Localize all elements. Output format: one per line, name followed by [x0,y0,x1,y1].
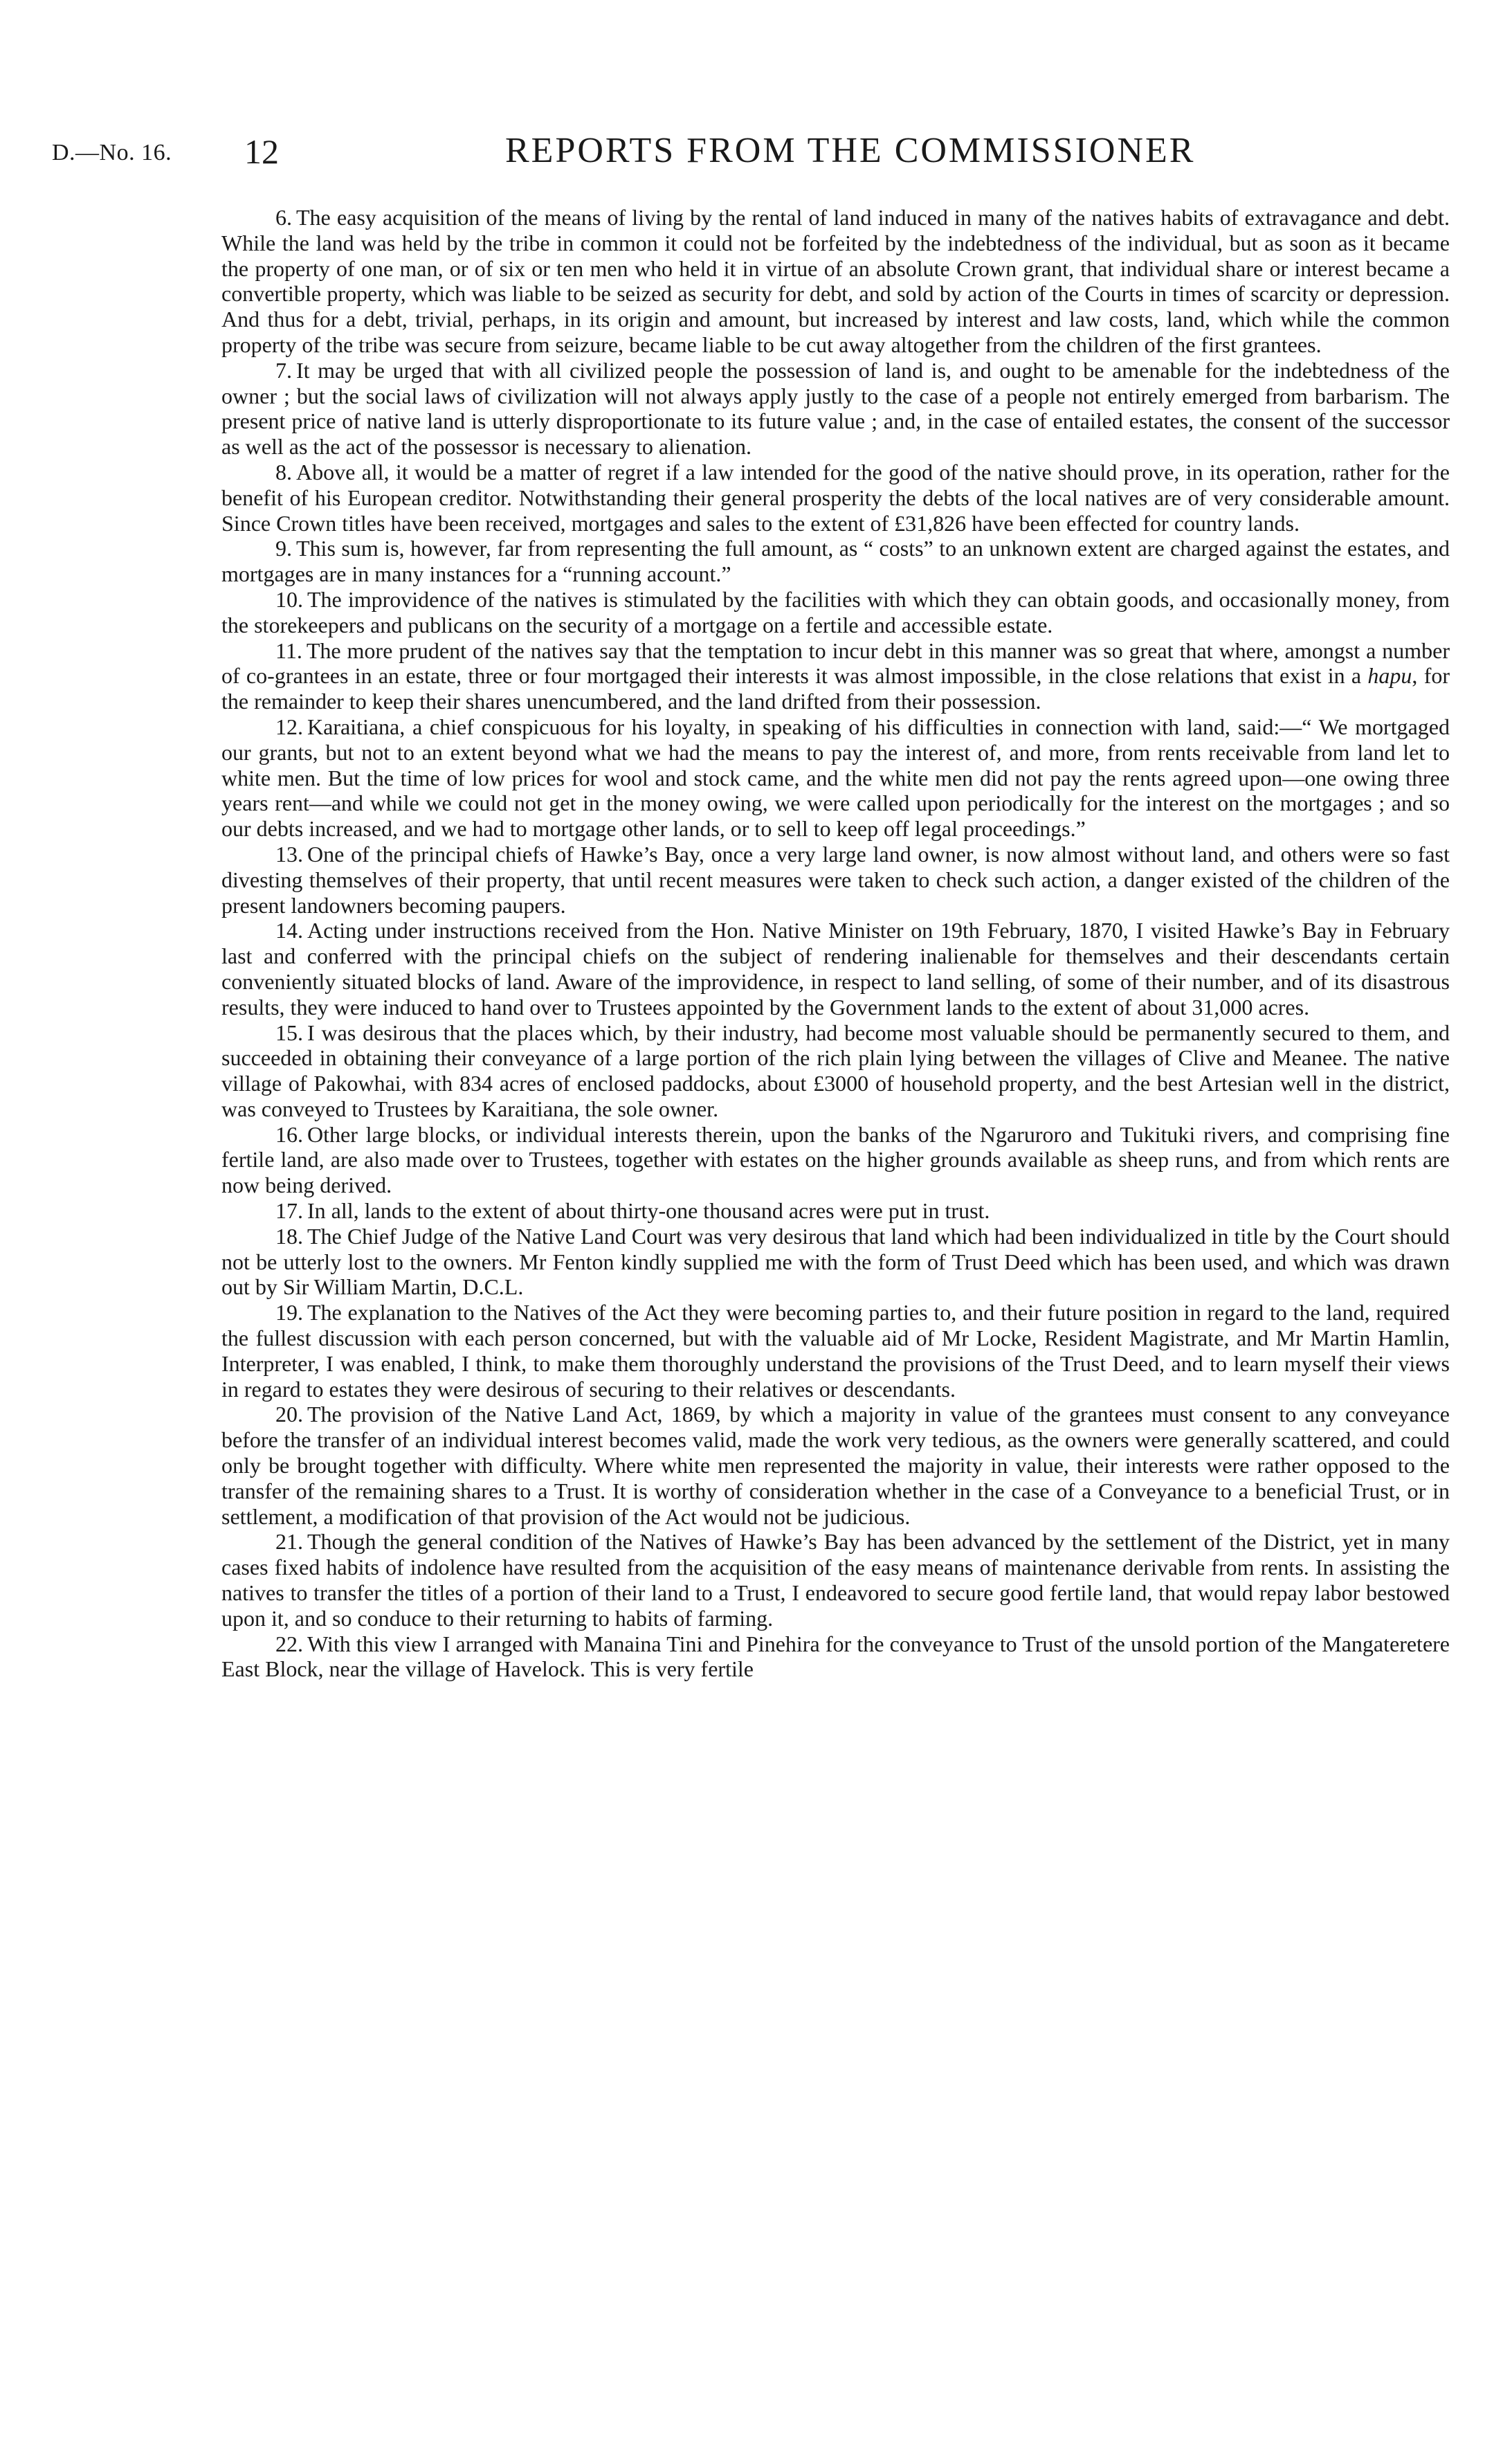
paragraph-number: 18. [275,1223,303,1249]
paragraph-text: Karaitiana, a chief conspicuous for his loyalty, in speaking of his difficulties in connection with land, said:—“ We mortgaged our grants, but not to an extent beyond what we had the means to pay the interest of, and more, from rents receivable from land let to white men. But the time of low prices for wool and stock came, and the white men did not pay the rents agreed upon—one owing three years rent—and while we could not get in the money owing, we were called upon periodically for the interest on the mortgages ; and so our debts increased, and we had to mortgage other lands, or to sell to keep off legal proceedings.” [221,714,1450,842]
paragraph-20 [221,1402,1450,1529]
paragraph-text: This sum is, however, far from representing the full amount, as “ costs” to an unknown extent are charged against the estates, and mortgages are in many instances for a “running account.” [221,536,1450,587]
paragraph-15 [221,1020,1450,1122]
italic-term: hapu [1367,663,1412,689]
paragraph-text: With this view I arranged with Manaina Tini and Pinehira for the conveyance to Trust of the unsold portion of the Mangateretere East Block, near the village of Havelock. This is very fertile [221,1631,1450,1682]
paragraph-number: 8. [275,459,292,485]
paragraph-number: 20. [275,1402,303,1427]
paragraph-19 [221,1300,1450,1402]
paragraph-number: 12. [275,714,303,739]
paragraph-text: The improvidence of the natives is stimulated by the facilities with which they can obtain goods, and occasionally money, from the storekeepers and publicans on the security of a mortgage on a fertile and accessible estate. [221,586,1450,637]
paragraph-6 [221,205,1450,358]
paragraph-text: I was desirous that the places which, by their industry, had become most valuable should be permanently secured to them, and succeeded in obtaining their conveyance of a large portion of the rich plain lying between the villages of Clive and Meanee. The native village of Pakowhai, with 834 acres of enclosed paddocks, about £3000 of household property, and the best Artesian well in the district, was conveyed to Trustees by Karaitiana, the sole owner. [221,1020,1450,1121]
paragraph-text: In all, lands to the extent of about thirty-one thousand acres were put in trust. [307,1198,990,1224]
paragraph-text: Other large blocks, or individual interests therein, upon the banks of the Ngaruroro and Tukituki rivers, and comprising fine fertile land, are also made over to Trustees, together with estates on the higher grounds available as sheep runs, and from which rents are now being derived. [221,1121,1450,1198]
paragraph-14 [221,918,1450,1020]
paragraph-12 [221,714,1450,842]
paragraph-16 [221,1122,1450,1198]
paragraph-number: 19. [275,1300,303,1325]
page-header [52,130,1429,172]
running-title: REPORTS FROM THE COMMISSIONER [505,131,1196,170]
paragraph-number: 7. [275,357,292,383]
paragraph-11 [221,638,1450,714]
paragraph-13 [221,842,1450,918]
paragraph-number: 6. [275,205,292,230]
paragraph-number: 21. [275,1529,303,1555]
paragraph-text: The explanation to the Natives of the Act they were becoming parties to, and their future position in regard to the land, required the fullest discussion with each person concerned, but with the valuable aid of Mr Locke, Resident Magistrate, and Mr Martin Hamlin, Interpreter, I was enabled, I think, to make them thoroughly understand the provisions of the Trust Deed, and to learn myself their views in regard to estates they were desirous of securing to their relatives or descendants. [221,1300,1450,1402]
paragraph-number: 16. [275,1121,303,1147]
paragraph-text: The Chief Judge of the Native Land Court was very desirous that land which had been individualized in title by the Court should not be utterly lost to the owners. Mr Fenton kindly supplied me with the form of Trust Deed which has been used, and which was drawn out by Sir William Martin, D.C.L. [221,1223,1450,1300]
page-number: 12 [244,132,279,171]
paragraph-number: 15. [275,1020,303,1045]
paragraph-22 [221,1631,1450,1683]
paragraph-number: 11. [275,637,302,663]
paragraph-number: 14. [275,918,303,943]
paragraph-number: 9. [275,536,292,561]
paragraph-7 [221,358,1450,460]
paragraph-10 [221,587,1450,638]
paragraph-18 [221,1224,1450,1300]
paragraph-number: 22. [275,1631,303,1656]
paragraph-9 [221,536,1450,587]
paragraph-text: The easy acquisition of the means of living by the rental of land induced in many of the natives habits of extravagance and debt. While the land was held by the tribe in common it could not be forfeited by the indebtedness of the individual, but as soon as it became the property of one man, or of six or ten men who held it in virtue of an absolute Crown grant, that individual share or interest became a convertible property, which was liable to be seized as security for debt, and sold by action of the Courts in times of scarcity or depression. And thus for a debt, trivial, perhaps, in its origin and amount, but increased by interest and law costs, land, which while the common property of the tribe was secure from seizure, became liable to be cut away altogether from the children of the first grantees. [221,205,1450,357]
paragraph-text: The provision of the Native Land Act, 1869, by which a majority in value of the grantees must consent to any conveyance before the transfer of an individual interest becomes valid, made the work very tedious, as the owners were generally scattered, and could only be brought together with difficulty. Where white men represented the majority in value, their interests were rather opposed to the transfer of the remaining shares to a Trust. It is worthy of consideration whether in the case of a Conveyance to a beneficial Trust, or in settlement, a modification of that provision of the Act would not be judicious. [221,1402,1450,1529]
paragraph-text: , for the remainder to keep their shares unencumbered, and the land drifted from their possession. [221,663,1450,714]
paragraph-text: Above all, it would be a matter of regret if a law intended for the good of the native should prove, in its operation, rather for the benefit of his European creditor. Notwithstanding their general prosperity the debts of the local natives are of very considerable amount. Since Crown titles have been received, mortgages and sales to the extent of £31,826 have been effected for country lands. [221,459,1450,536]
paragraph-17 [221,1198,1450,1224]
paragraph-text: One of the principal chiefs of Hawke’s Bay, once a very large land owner, is now almost without land, and others were so fast divesting themselves of their property, that until recent measures were taken to check such action, a danger existed of the children of the present landowners becoming paupers. [221,841,1450,918]
paragraph-8 [221,460,1450,536]
paragraph-number: 10. [275,586,303,612]
paragraph-number: 17. [275,1198,303,1224]
paragraph-text: Though the general condition of the Natives of Hawke’s Bay has been advanced by the settlement of the District, yet in many cases fixed habits of indolence have resulted from the acquisition of the easy means of maintenance derivable from rents. In assisting the natives to transfer the titles of a portion of their land to a Trust, I endeavored to secure good fertile land, that would repay labor bestowed upon it, and so conduce to their returning to habits of farming. [221,1529,1450,1631]
document-code: D.—No. 16. [52,140,172,165]
paragraph-text: It may be urged that with all civilized people the possession of land is, and ought to be amenable for the indebtedness of the owner ; but the social laws of civilization will not always apply justly to the case of a people not entirely emerged from barbarism. The present price of native land is utterly disproportionate to its future value ; and, in the case of entailed estates, the consent of the successor as well as the act of the possessor is necessary to alienation. [221,357,1450,460]
report-body [221,205,1450,1682]
paragraph-21 [221,1529,1450,1631]
paragraph-text: Acting under instructions received from the Hon. Native Minister on 19th February, 1870, I visited Hawke’s Bay in February last and conferred with the principal chiefs on the subject of rendering inalienable for themselves and their descendants certain conveniently situated blocks of land. Aware of the improvidence, in respect to land selling, of some of their number, and of its disastrous results, they were induced to hand over to Trustees appointed by the Government lands to the extent of about 31,000 acres. [221,918,1450,1020]
paragraph-number: 13. [275,841,303,867]
paragraph-text: The more prudent of the natives say that the temptation to incur debt in this manner was so great that where, amongst a number of co-grantees in an estate, three or four mortgaged their interests it was almost impossible, in the close relations that exist in a [221,637,1450,689]
